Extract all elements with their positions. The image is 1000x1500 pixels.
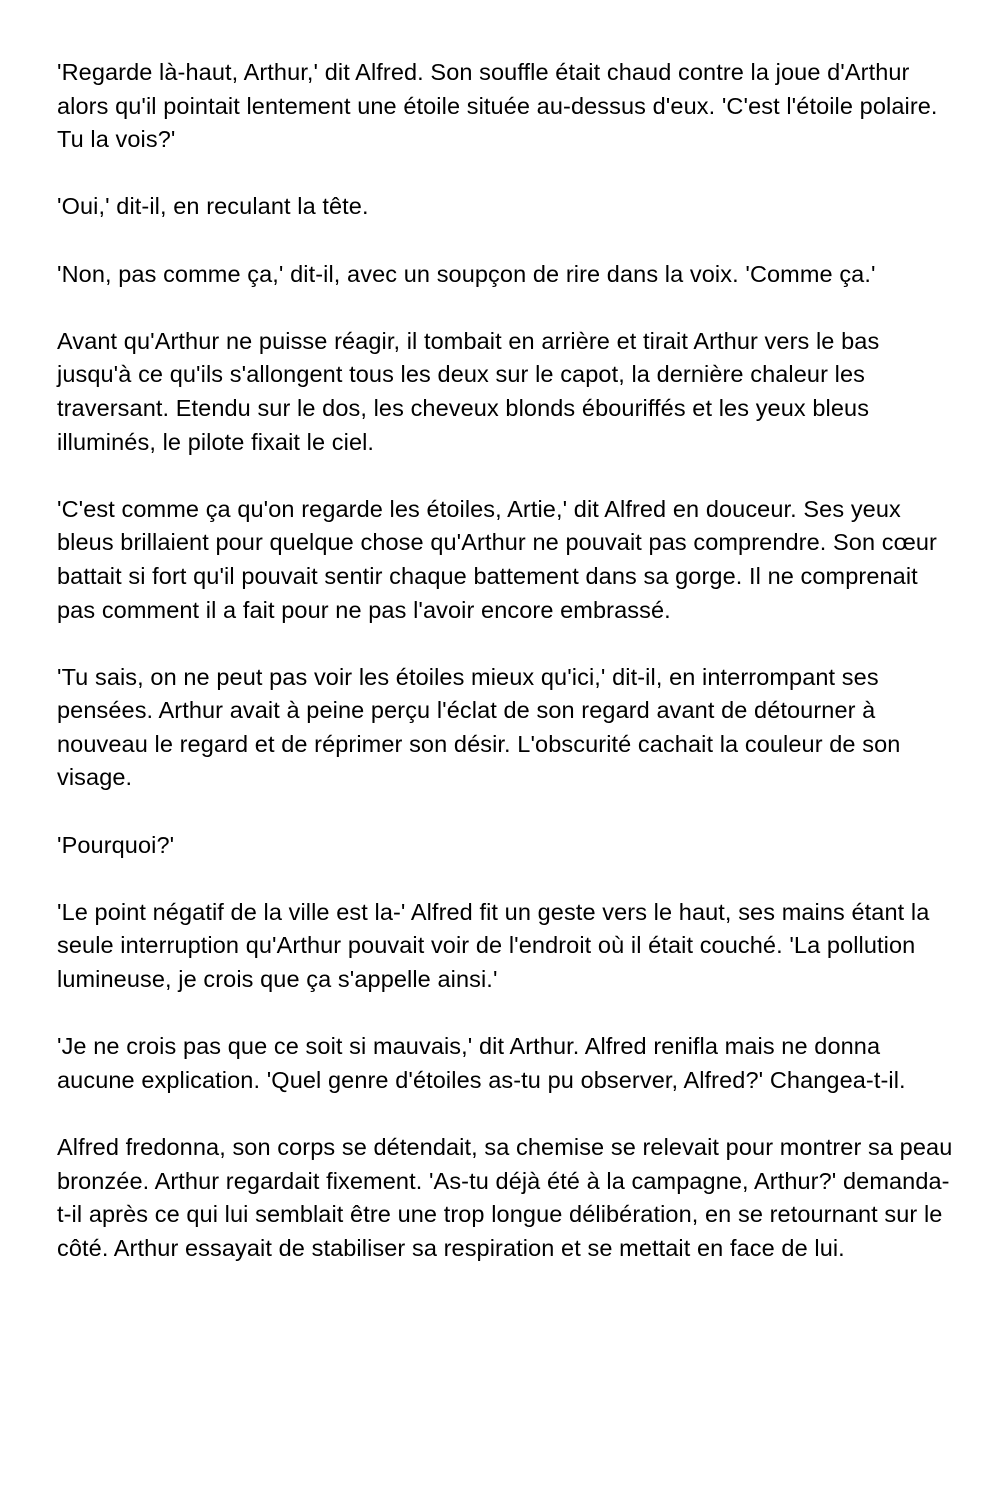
paragraph: 'Le point négatif de la ville est la-' Alfred fit un geste vers le haut, ses mains étant la seule interruption qu'Arthur pouvait voir de l'endroit où il était couché. 'La pollution lumineuse, je crois que ça s'appelle ainsi.' — [57, 898, 930, 993]
paragraph: 'Pourquoi?' — [57, 831, 175, 858]
paragraph: Avant qu'Arthur ne puisse réagir, il tombait en arrière et tirait Arthur vers le bas jusqu'à ce qu'ils s'allongent tous les deux sur le capot, la dernière chaleur les traversant. Etendu sur le dos, les cheveux blonds ébouriffés et les yeux bleus illuminés, le pilote fixait le ciel. — [57, 327, 880, 455]
paragraph: 'Regarde là-haut, Arthur,' dit Alfred. Son souffle était chaud contre la joue d'Arthur alors qu'il pointait lentement une étoile située au-dessus d'eux. 'C'est l'étoile polaire. Tu la vois?' — [57, 59, 938, 153]
paragraph: 'Tu sais, on ne peut pas voir les étoiles mieux qu'ici,' dit-il, en interrompant ses pensées. Arthur avait à peine perçu l'éclat de son regard avant de détourner à nouveau le regard et de réprimer son désir. L'obscurité cachait la couleur de son visage. — [57, 663, 901, 791]
document-body — [57, 56, 957, 1265]
paragraph: 'C'est comme ça qu'on regarde les étoiles, Artie,' dit Alfred en douceur. Ses yeux bleus brillaient pour quelque chose qu'Arthur ne pouvait pas comprendre. Son cœur battait si fort qu'il pouvait sentir chaque battement dans sa gorge. Il ne comprenait pas comment il a fait pour ne pas l'avoir encore embrassé. — [57, 495, 937, 623]
paragraph: 'Oui,' dit-il, en reculant la tête. — [57, 193, 369, 220]
paragraph: 'Je ne crois pas que ce soit si mauvais,' dit Arthur. Alfred renifla mais ne donna aucune explication. 'Quel genre d'étoiles as-tu pu observer, Alfred?' Changea-t-il. — [57, 1033, 906, 1093]
paragraph: Alfred fredonna, son corps se détendait, sa chemise se relevait pour montrer sa peau bronzée. Arthur regardait fixement. 'As-tu déjà été à la campagne, Arthur?' demanda-t-il après ce qui lui semblait être une trop longue délibération, en se retournant sur le côté. Arthur essayait de stabiliser sa respiration et se mettait en face de lui. — [57, 1134, 953, 1261]
paragraph: 'Non, pas comme ça,' dit-il, avec un soupçon de rire dans la voix. 'Comme ça.' — [57, 260, 876, 287]
